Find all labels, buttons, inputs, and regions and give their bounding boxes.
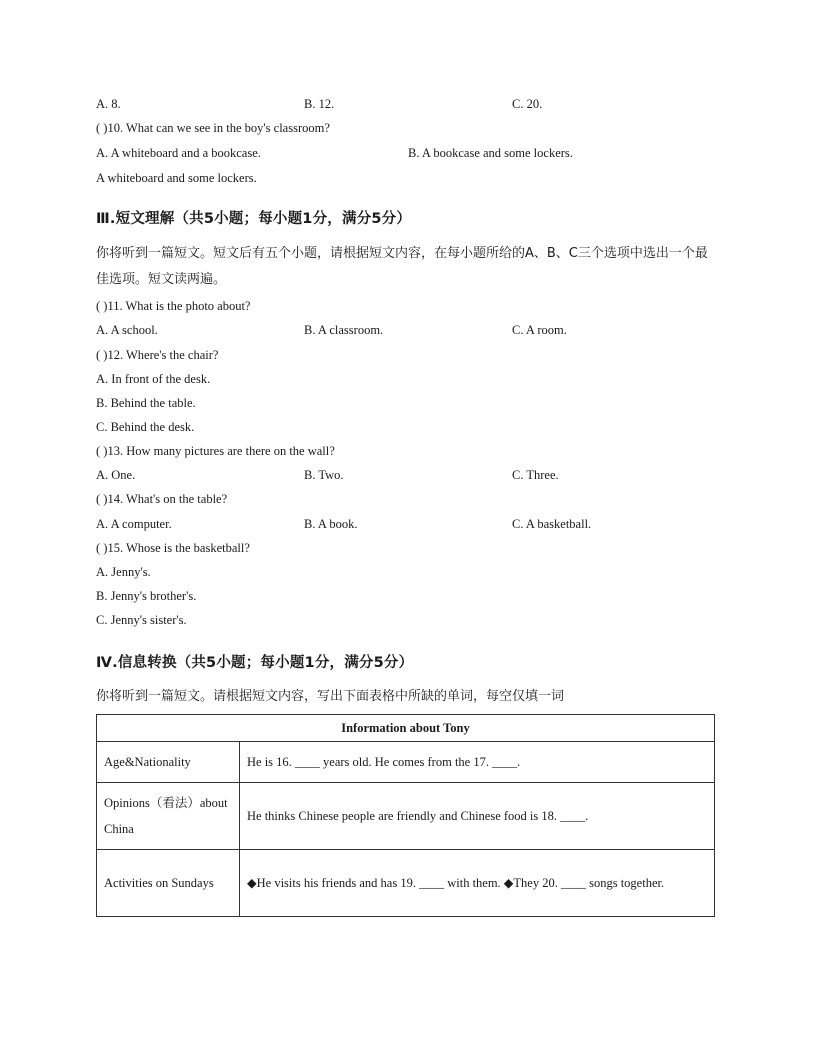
q11-option-b: B. A classroom. xyxy=(304,323,384,337)
q14-option-a: A. A computer. xyxy=(96,517,172,531)
q10-option-b: B. A bookcase and some lockers. xyxy=(408,146,573,160)
section-4-title: Ⅳ.信息转换（共5小题；每小题1分，满分5分） xyxy=(96,655,414,671)
row-label-age-nationality: Age&Nationality xyxy=(97,742,240,783)
q9-option-c: C. 20. xyxy=(512,97,543,111)
row-content-age-nationality: He is 16. ____ years old. He comes from the 17. ____. xyxy=(240,742,715,783)
q13-option-c: C. Three. xyxy=(512,468,559,482)
q9-option-a: A. 8. xyxy=(96,97,121,111)
section-3-title: Ⅲ.短文理解（共5小题；每小题1分，满分5分） xyxy=(96,211,412,227)
q15-stem: ( )15. Whose is the basketball? xyxy=(96,541,250,555)
q12-stem: ( )12. Where's the chair? xyxy=(96,348,219,362)
q14-option-b: B. A book. xyxy=(304,517,358,531)
q15-option-c: C. Jenny's sister's. xyxy=(96,613,187,627)
q14-stem: ( )14. What's on the table? xyxy=(96,492,228,506)
q13-option-b: B. Two. xyxy=(304,468,344,482)
section-4-instruction: 你将听到一篇短文。请根据短文内容，写出下面表格中所缺的单词，每空仅填一词 xyxy=(96,689,565,704)
q11-option-c: C. A room. xyxy=(512,323,567,337)
q10-option-a: A. A whiteboard and a bookcase. xyxy=(96,146,261,160)
row-content-activities: ◆He visits his friends and has 19. ____ with them. ◆They 20. ____ songs together. xyxy=(240,850,715,917)
q12-option-b: B. Behind the table. xyxy=(96,396,196,410)
q10-stem: ( )10. What can we see in the boy's classroom? xyxy=(96,121,330,135)
q11-stem: ( )11. What is the photo about? xyxy=(96,299,251,313)
information-table xyxy=(96,714,715,917)
q15-option-a: A. Jenny's. xyxy=(96,565,151,579)
q12-option-a: A. In front of the desk. xyxy=(96,372,211,386)
q9-option-b: B. 12. xyxy=(304,97,335,111)
section-3-instruction: 你将听到一篇短文。短文后有五个小题，请根据短文内容，在每小题所给的A、B、C三个选项中选出一个最佳选项。短文读两遍。 xyxy=(96,246,708,287)
table-header: Information about Tony xyxy=(97,715,715,742)
q12-option-c: C. Behind the desk. xyxy=(96,420,195,434)
row-label-opinions-text: Opinions（看法）about China xyxy=(104,796,228,836)
row-label-activities: Activities on Sundays xyxy=(97,850,240,917)
table-row xyxy=(97,742,715,783)
q13-stem: ( )13. How many pictures are there on the wall? xyxy=(96,444,335,458)
table-row xyxy=(97,783,715,850)
table-row xyxy=(97,850,715,917)
q10-option-c: A whiteboard and some lockers. xyxy=(96,171,257,185)
q13-option-a: A. One. xyxy=(96,468,136,482)
q11-option-a: A. A school. xyxy=(96,323,158,337)
q15-option-b: B. Jenny's brother's. xyxy=(96,589,197,603)
row-content-opinions: He thinks Chinese people are friendly and Chinese food is 18. ____. xyxy=(240,783,715,850)
q14-option-c: C. A basketball. xyxy=(512,517,592,531)
row-label-opinions xyxy=(97,783,240,850)
